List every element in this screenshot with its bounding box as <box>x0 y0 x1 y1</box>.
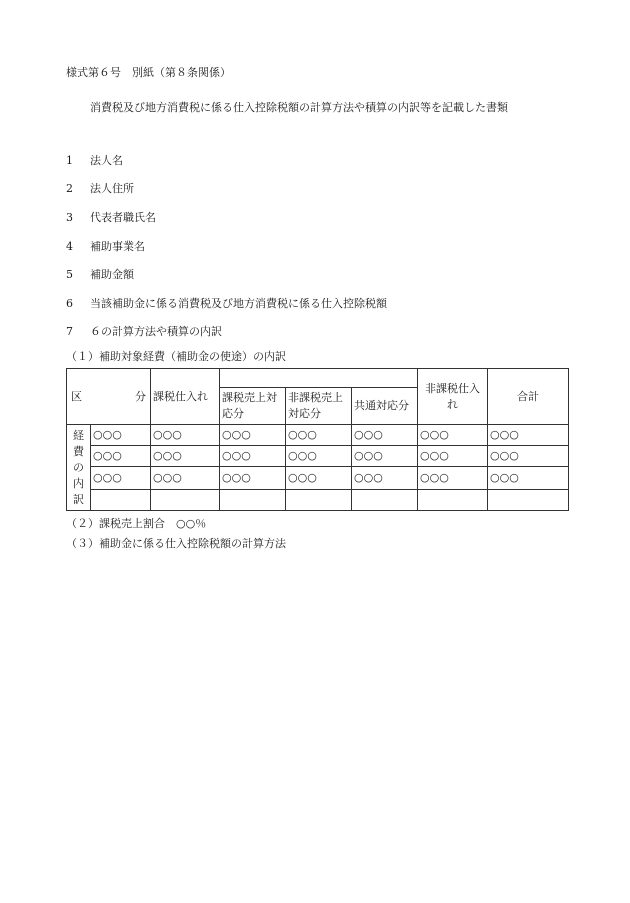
table-cell: ○○○ <box>220 467 286 490</box>
table-cell <box>286 490 352 511</box>
item-number: 3 <box>66 211 73 224</box>
table-cell: ○○○ <box>151 446 220 467</box>
table-cell: ○○○ <box>151 425 220 446</box>
header-total: 合計 <box>488 369 569 425</box>
row-label-char: 費 <box>73 444 84 458</box>
item-project-name <box>66 238 145 254</box>
table-cell: ○○○ <box>91 467 151 490</box>
item-tax-deduction <box>66 295 387 311</box>
table-cell: ○○○ <box>286 425 352 446</box>
row-label-char: 内 <box>73 476 84 490</box>
row-label-expense-breakdown <box>67 425 91 511</box>
table-cell: ○○○ <box>286 467 352 490</box>
item-label: 法人名 <box>90 154 123 167</box>
item-company-address <box>66 180 134 196</box>
table-cell: ○○○ <box>352 425 418 446</box>
item-label: 代表者職氏名 <box>90 211 156 224</box>
header-taxable-purchase: 課税仕入れ <box>151 369 220 425</box>
sub-heading-deduction-method: （３）補助金に係る仕入控除税額の計算方法 <box>66 537 286 550</box>
item-number: 2 <box>66 182 73 195</box>
sub-heading-taxable-ratio: （２）課税売上割合 ○○％ <box>66 517 207 530</box>
table-cell <box>91 490 151 511</box>
table-cell: ○○○ <box>220 446 286 467</box>
row-label-char: の <box>73 460 84 474</box>
form-number: 様式第６号 別紙（第８条関係） <box>66 66 231 79</box>
table-cell: ○○○ <box>352 446 418 467</box>
table-cell: ○○○ <box>418 467 488 490</box>
item-calculation-method <box>66 323 222 339</box>
table-cell <box>151 490 220 511</box>
item-number: 1 <box>66 154 73 167</box>
table-cell: ○○○ <box>418 425 488 446</box>
header-taxable-sales: 課税売上対応分 <box>220 388 286 425</box>
item-number: 4 <box>66 240 73 253</box>
header-non-taxable-purchase: 非課税仕入れ <box>418 369 488 425</box>
category-header-left: 区 <box>71 389 82 403</box>
header-blank-top <box>220 369 418 388</box>
header-non-taxable-sales: 非課税売上対応分 <box>286 388 352 425</box>
table-cell <box>352 490 418 511</box>
table-cell: ○○○ <box>91 446 151 467</box>
item-label: 法人住所 <box>90 182 134 195</box>
category-header-right: 分 <box>135 389 146 403</box>
expense-breakdown-table <box>66 368 569 511</box>
sub-heading-breakdown: （１）補助対象経費（補助金の使途）の内訳 <box>66 350 286 363</box>
document-title: 消費税及び地方消費税に係る仕入控除税額の計算方法や積算の内訳等を記載した書類 <box>90 101 508 114</box>
item-label: 補助金額 <box>90 268 134 281</box>
table-cell <box>488 490 569 511</box>
table-cell <box>418 490 488 511</box>
item-company-name <box>66 152 123 168</box>
table-cell: ○○○ <box>352 467 418 490</box>
category-header <box>67 369 151 425</box>
table-cell: ○○○ <box>418 446 488 467</box>
item-label: 当該補助金に係る消費税及び地方消費税に係る仕入控除税額 <box>90 297 387 310</box>
table-cell: ○○○ <box>220 425 286 446</box>
item-label: ６の計算方法や積算の内訳 <box>90 325 222 338</box>
table-cell <box>220 490 286 511</box>
item-label: 補助事業名 <box>90 240 145 253</box>
header-common: 共通対応分 <box>352 388 418 425</box>
table-cell: ○○○ <box>488 446 569 467</box>
item-subsidy-amount <box>66 266 134 282</box>
item-representative <box>66 209 156 225</box>
table-cell: ○○○ <box>286 446 352 467</box>
table-cell: ○○○ <box>91 425 151 446</box>
table-cell: ○○○ <box>488 425 569 446</box>
item-number: 6 <box>66 297 73 310</box>
item-number: 5 <box>66 268 73 281</box>
table-cell: ○○○ <box>488 467 569 490</box>
row-label-char: 訳 <box>73 492 84 506</box>
table-cell: ○○○ <box>151 467 220 490</box>
item-number: 7 <box>66 325 73 338</box>
row-label-char: 経 <box>73 428 84 442</box>
